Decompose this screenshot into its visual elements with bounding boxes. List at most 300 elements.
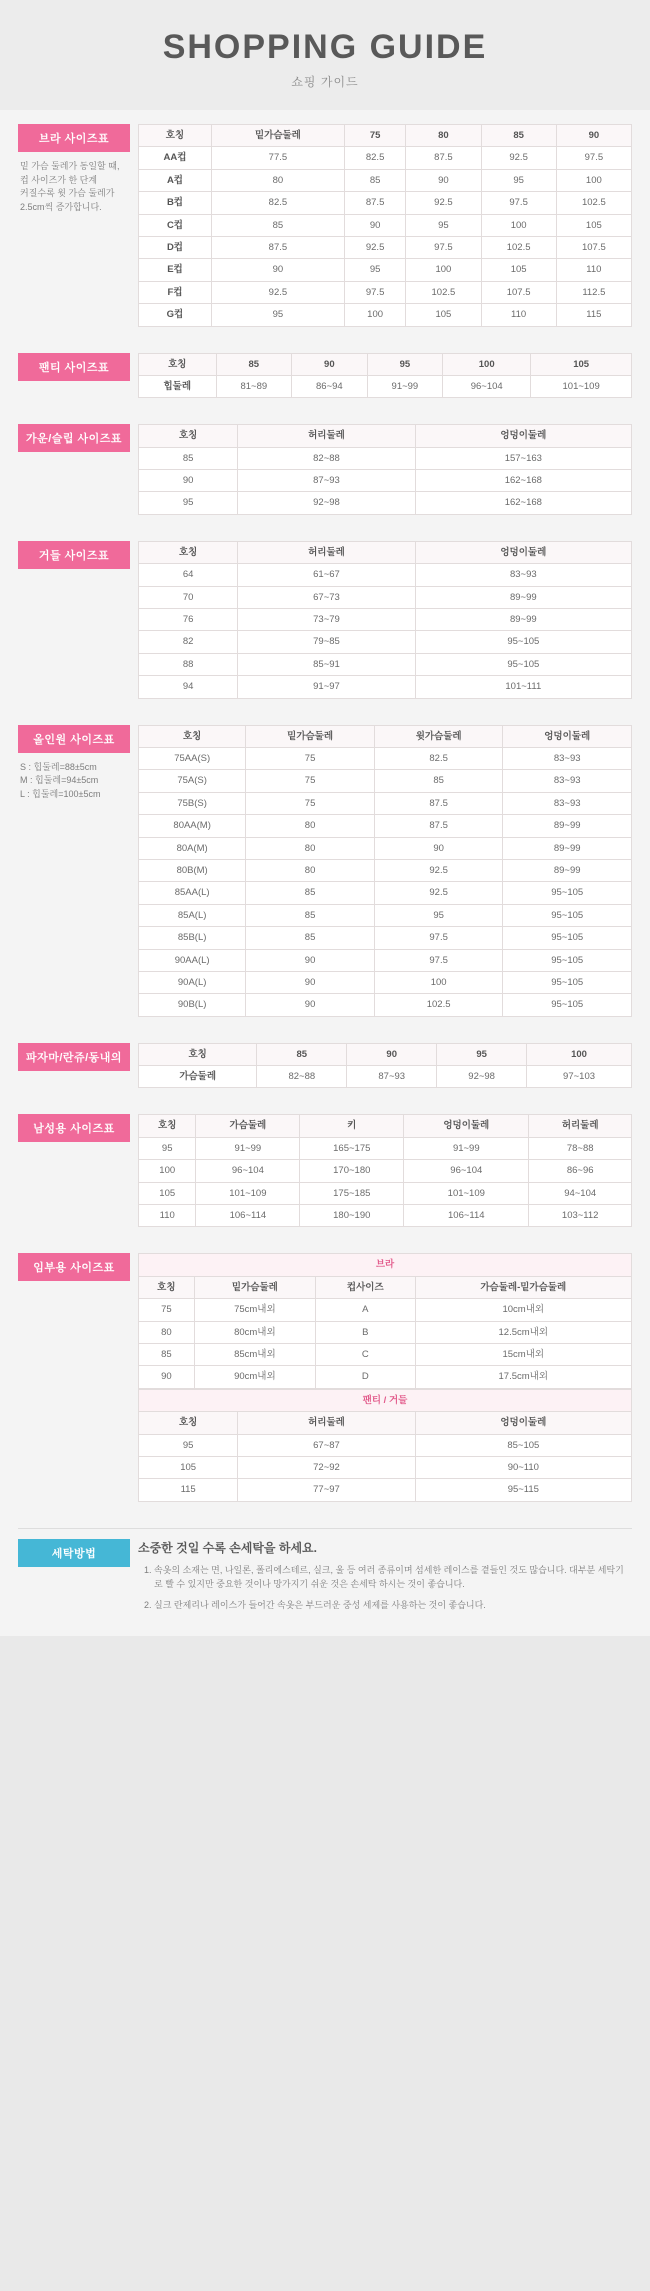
note-line: M : 힙둘레=94±5cm	[20, 775, 99, 786]
cell: 95~105	[503, 882, 632, 904]
cell: 75A(S)	[139, 770, 246, 792]
col-header: 90	[556, 125, 631, 147]
section-pajama	[18, 1043, 632, 1089]
col-header: 85	[216, 353, 292, 375]
cell: 92.5	[406, 192, 481, 214]
cell: 82.5	[344, 147, 405, 169]
section-wash-right	[138, 1539, 632, 1620]
table-row	[139, 1299, 632, 1321]
col-header: 가슴둘레	[196, 1115, 300, 1137]
section-pajama-right	[138, 1043, 632, 1089]
cell: 75B(S)	[139, 792, 246, 814]
section-maternity-right	[138, 1253, 632, 1501]
section-panty	[18, 353, 632, 399]
cell: 100	[344, 304, 405, 326]
cell: 100	[139, 1160, 196, 1182]
section-girdle-tag: 거들 사이즈표	[18, 541, 130, 569]
cell: 77.5	[211, 147, 344, 169]
table-row	[139, 1160, 632, 1182]
col-header: 85	[481, 125, 556, 147]
table-row	[139, 837, 632, 859]
cell: 75	[139, 1299, 195, 1321]
cell: 90	[246, 994, 375, 1016]
note-line: 컵 사이즈가 한 단계	[20, 174, 98, 185]
cell: 102.5	[481, 236, 556, 258]
table-row	[139, 1434, 632, 1456]
cell: 80A(M)	[139, 837, 246, 859]
cell: 82.5	[211, 192, 344, 214]
cell: 101~111	[415, 676, 631, 698]
cell: 97.5	[344, 281, 405, 303]
section-bra-left	[18, 124, 138, 214]
cell: 157~163	[415, 447, 631, 469]
cell: 80	[246, 837, 375, 859]
cell: 85	[344, 169, 405, 191]
table-row	[139, 653, 632, 675]
row-label: F컵	[139, 281, 212, 303]
note-line: 밑 가슴 둘레가 동일할 때,	[20, 161, 120, 171]
cell: 91~97	[238, 676, 415, 698]
col-header: 허리둘레	[238, 541, 415, 563]
panty-size-table	[138, 353, 632, 399]
col-header: 105	[531, 353, 632, 375]
cell: 162~168	[415, 492, 631, 514]
table-row	[139, 609, 632, 631]
table-row	[139, 747, 632, 769]
table-row	[139, 815, 632, 837]
cell: 95~105	[415, 653, 631, 675]
cell: 85A(L)	[139, 904, 246, 926]
section-men-tag: 남성용 사이즈표	[18, 1114, 130, 1142]
cell: 85	[246, 927, 375, 949]
table-header-row	[139, 725, 632, 747]
cell: 95	[139, 1137, 196, 1159]
band-label: 브라	[139, 1254, 632, 1276]
cell: 96~104	[196, 1160, 300, 1182]
cell: 72~92	[238, 1456, 415, 1478]
cell: 87~93	[347, 1066, 437, 1088]
cell: 112.5	[556, 281, 631, 303]
cell: 91~99	[367, 375, 443, 397]
cell: 105	[481, 259, 556, 281]
cell: 95~105	[503, 927, 632, 949]
section-wash	[18, 1528, 632, 1636]
cell: 85~91	[238, 653, 415, 675]
maternity-bra-table	[138, 1253, 632, 1388]
section-gown	[18, 424, 632, 515]
section-maternity-tag: 임부용 사이즈표	[18, 1253, 130, 1281]
cell: 15cm내외	[415, 1343, 631, 1365]
cell: 82~88	[238, 447, 415, 469]
cell: 95	[374, 904, 503, 926]
col-header: 밑가슴둘레	[194, 1276, 315, 1298]
cell: 115	[139, 1479, 238, 1501]
table-header-row	[139, 353, 632, 375]
table-row	[139, 994, 632, 1016]
cell: 105	[139, 1456, 238, 1478]
section-wash-tag: 세탁방법	[18, 1539, 130, 1567]
cell: 85B(L)	[139, 927, 246, 949]
girdle-size-table	[138, 541, 632, 699]
col-header: 90	[292, 353, 368, 375]
section-men	[18, 1114, 632, 1227]
cell: 110	[139, 1205, 196, 1227]
cell: 102.5	[556, 192, 631, 214]
cell: 83~93	[415, 564, 631, 586]
cell: 80	[139, 1321, 195, 1343]
cell: 95	[344, 259, 405, 281]
cell: 92.5	[374, 859, 503, 881]
cell: 85	[246, 882, 375, 904]
col-header-span: 밑가슴둘레	[211, 125, 344, 147]
col-header: 95	[437, 1043, 527, 1065]
cell: 97~103	[527, 1066, 632, 1088]
cell: 67~87	[238, 1434, 415, 1456]
table-header-row	[139, 125, 632, 147]
cell: 90B(L)	[139, 994, 246, 1016]
section-men-right	[138, 1114, 632, 1227]
cell: 85AA(L)	[139, 882, 246, 904]
col-header: 80	[406, 125, 481, 147]
cell: 95~105	[503, 949, 632, 971]
page-header	[0, 0, 650, 110]
table-row	[139, 447, 632, 469]
row-label: G컵	[139, 304, 212, 326]
col-header: 허리둘레	[238, 425, 415, 447]
cell: 77~97	[238, 1479, 415, 1501]
allinone-size-table	[138, 725, 632, 1017]
section-men-left	[18, 1114, 138, 1142]
cell: 75	[246, 792, 375, 814]
cell: 90A(L)	[139, 971, 246, 993]
cell: 115	[556, 304, 631, 326]
table-row	[139, 971, 632, 993]
table-header-row	[139, 1115, 632, 1137]
cell: 87.5	[344, 192, 405, 214]
cell: 89~99	[503, 837, 632, 859]
cell: 92~98	[437, 1066, 527, 1088]
row-label: E컵	[139, 259, 212, 281]
cell: B	[316, 1321, 415, 1343]
cell: 75	[246, 770, 375, 792]
cell: 17.5cm내외	[415, 1366, 631, 1388]
table-row	[139, 214, 632, 236]
table-row	[139, 676, 632, 698]
col-header: 호칭	[139, 725, 246, 747]
section-allinone-note	[18, 761, 130, 802]
section-gown-right	[138, 424, 632, 515]
col-header: 엉덩이둘레	[415, 425, 631, 447]
col-header: 호칭	[139, 1043, 257, 1065]
cell: 80B(M)	[139, 859, 246, 881]
col-header: 85	[257, 1043, 347, 1065]
cell: 102.5	[374, 994, 503, 1016]
col-header: 호칭	[139, 425, 238, 447]
cell: 87.5	[374, 815, 503, 837]
row-label: B컵	[139, 192, 212, 214]
cell: 92.5	[374, 882, 503, 904]
cell: 101~109	[531, 375, 632, 397]
cell: 80	[246, 815, 375, 837]
col-header: 컵사이즈	[316, 1276, 415, 1298]
col-header: 허리둘레	[238, 1412, 415, 1434]
cell: 80AA(M)	[139, 815, 246, 837]
cell: 100	[556, 169, 631, 191]
cell: 85	[246, 904, 375, 926]
cell: 162~168	[415, 470, 631, 492]
table-row	[139, 304, 632, 326]
cell: 101~109	[404, 1182, 529, 1204]
cell: 90AA(L)	[139, 949, 246, 971]
table-row	[139, 281, 632, 303]
cell: 90	[344, 214, 405, 236]
col-header: 90	[347, 1043, 437, 1065]
cell: 79~85	[238, 631, 415, 653]
col-header: 키	[300, 1115, 404, 1137]
col-header: 엉덩이둘레	[415, 541, 631, 563]
cell: 100	[406, 259, 481, 281]
cell: 106~114	[404, 1205, 529, 1227]
table-row	[139, 564, 632, 586]
cell: 180~190	[300, 1205, 404, 1227]
table-header-row	[139, 541, 632, 563]
cell: 95~105	[503, 994, 632, 1016]
cell: 106~114	[196, 1205, 300, 1227]
cell: 95~105	[503, 904, 632, 926]
cell: 73~79	[238, 609, 415, 631]
row-label: D컵	[139, 236, 212, 258]
table-band-row	[139, 1254, 632, 1276]
cell: 86~94	[292, 375, 368, 397]
cell: D	[316, 1366, 415, 1388]
col-header: 75	[344, 125, 405, 147]
cell: 165~175	[300, 1137, 404, 1159]
note-line: L : 힙둘레=100±5cm	[20, 788, 101, 799]
cell: 97.5	[556, 147, 631, 169]
cell: 170~180	[300, 1160, 404, 1182]
col-header: 엉덩이둘레	[503, 725, 632, 747]
note-line: S : 힙둘레=88±5cm	[20, 761, 97, 772]
cell: 87.5	[406, 147, 481, 169]
cell: 92.5	[211, 281, 344, 303]
cell: 83~93	[503, 792, 632, 814]
table-row	[139, 1456, 632, 1478]
cell: 107.5	[556, 236, 631, 258]
table-row	[139, 492, 632, 514]
row-label: C컵	[139, 214, 212, 236]
cell: 70	[139, 586, 238, 608]
row-label: A컵	[139, 169, 212, 191]
cell: 82~88	[257, 1066, 347, 1088]
cell: 87.5	[374, 792, 503, 814]
cell: 97.5	[374, 949, 503, 971]
cell: 110	[556, 259, 631, 281]
maternity-panty-table	[138, 1389, 632, 1502]
guide-content	[0, 110, 650, 1636]
cell: 95	[211, 304, 344, 326]
table-row	[139, 236, 632, 258]
col-header: 윗가슴둘레	[374, 725, 503, 747]
section-bra-tag: 브라 사이즈표	[18, 124, 130, 152]
table-header-row	[139, 425, 632, 447]
cell: 102.5	[406, 281, 481, 303]
cell: 100	[481, 214, 556, 236]
section-wash-left	[18, 1539, 138, 1567]
cell: 83~93	[503, 747, 632, 769]
col-header: 밑가슴둘레	[246, 725, 375, 747]
col-header: 엉덩이둘레	[415, 1412, 631, 1434]
cell: 92.5	[344, 236, 405, 258]
cell: 89~99	[503, 815, 632, 837]
cell: 91~99	[196, 1137, 300, 1159]
col-header: 호칭	[139, 1276, 195, 1298]
cell: 90	[211, 259, 344, 281]
table-row	[139, 927, 632, 949]
table-row	[139, 169, 632, 191]
table-row	[139, 770, 632, 792]
table-row	[139, 259, 632, 281]
table-header-row	[139, 1412, 632, 1434]
cell: 82.5	[374, 747, 503, 769]
cell: 90	[374, 837, 503, 859]
section-allinone-left	[18, 725, 138, 802]
cell: 12.5cm내외	[415, 1321, 631, 1343]
col-header: 호칭	[139, 541, 238, 563]
cell: 78~88	[529, 1137, 632, 1159]
cell: 90	[246, 949, 375, 971]
cell: 95	[139, 492, 238, 514]
list-item: 1. 속옷의 소재는 면, 나일론, 폴리에스테르, 실크, 울 등 여러 종류이며 섬세한 레이스를 곁들인 것도 많습니다. 대부분 세탁기로 빨 수 있지만 중요한 것이나 망가지기 쉬운 것은 손세탁 하시는 것이 좋습니다.	[154, 1563, 632, 1592]
cell: 92~98	[238, 492, 415, 514]
bra-size-table	[138, 124, 632, 327]
section-girdle	[18, 541, 632, 699]
cell: 94~104	[529, 1182, 632, 1204]
table-row	[139, 147, 632, 169]
cell: 88	[139, 653, 238, 675]
cell: 85	[139, 447, 238, 469]
cell: 95~115	[415, 1479, 631, 1501]
cell: 175~185	[300, 1182, 404, 1204]
row-label: AA컵	[139, 147, 212, 169]
table-row	[139, 792, 632, 814]
table-header-row	[139, 1043, 632, 1065]
col-header: 100	[443, 353, 531, 375]
section-gown-left	[18, 424, 138, 452]
table-row	[139, 1205, 632, 1227]
note-line: 커질수록 윗 가슴 둘레가	[20, 188, 115, 198]
gown-size-table	[138, 424, 632, 515]
cell: 97.5	[406, 236, 481, 258]
section-pajama-left	[18, 1043, 138, 1071]
table-row	[139, 904, 632, 926]
table-row	[139, 949, 632, 971]
cell: 87~93	[238, 470, 415, 492]
table-row	[139, 631, 632, 653]
table-row	[139, 1182, 632, 1204]
cell: 85~105	[415, 1434, 631, 1456]
col-header: 호칭	[139, 1115, 196, 1137]
section-allinone-right	[138, 725, 632, 1017]
cell: 89~99	[415, 609, 631, 631]
cell: 90cm내외	[194, 1366, 315, 1388]
cell: 105	[139, 1182, 196, 1204]
cell: 10cm내외	[415, 1299, 631, 1321]
section-bra-note	[18, 160, 130, 214]
col-header: 허리둘레	[529, 1115, 632, 1137]
cell: 82	[139, 631, 238, 653]
cell: 96~104	[404, 1160, 529, 1182]
cell: A	[316, 1299, 415, 1321]
cell: 87.5	[211, 236, 344, 258]
cell: 95	[139, 1434, 238, 1456]
section-bra	[18, 124, 632, 327]
cell: 67~73	[238, 586, 415, 608]
section-panty-right	[138, 353, 632, 399]
col-header: 호칭	[139, 125, 212, 147]
cell: 90	[139, 470, 238, 492]
cell: 89~99	[415, 586, 631, 608]
men-size-table	[138, 1114, 632, 1227]
table-row	[139, 470, 632, 492]
pajama-size-table	[138, 1043, 632, 1089]
col-header: 호칭	[139, 353, 217, 375]
cell: 64	[139, 564, 238, 586]
wash-list	[138, 1563, 632, 1613]
cell: 92.5	[481, 147, 556, 169]
table-row	[139, 375, 632, 397]
cell: 96~104	[443, 375, 531, 397]
section-pajama-tag: 파자마/란쥬/동내의	[18, 1043, 130, 1071]
section-maternity-left	[18, 1253, 138, 1281]
cell: 75	[246, 747, 375, 769]
table-row	[139, 192, 632, 214]
table-row	[139, 1321, 632, 1343]
cell: 110	[481, 304, 556, 326]
cell: 97.5	[481, 192, 556, 214]
cell: 86~96	[529, 1160, 632, 1182]
cell: 90	[406, 169, 481, 191]
cell: 103~112	[529, 1205, 632, 1227]
col-header: 호칭	[139, 1412, 238, 1434]
row-label: 힙둘레	[139, 375, 217, 397]
cell: 100	[374, 971, 503, 993]
section-gown-tag: 가운/슬립 사이즈표	[18, 424, 130, 452]
table-band-row	[139, 1389, 632, 1411]
col-header: 엉덩이둘레	[404, 1115, 529, 1137]
section-maternity	[18, 1253, 632, 1501]
row-label: 가슴둘레	[139, 1066, 257, 1088]
cell: 95	[406, 214, 481, 236]
cell: 80cm내외	[194, 1321, 315, 1343]
cell: 83~93	[503, 770, 632, 792]
section-girdle-left	[18, 541, 138, 569]
cell: 107.5	[481, 281, 556, 303]
note-line: 2.5cm씩 증가합니다.	[20, 201, 102, 212]
page-subtitle: 쇼핑 가이드	[291, 75, 359, 89]
cell: C	[316, 1343, 415, 1365]
cell: 81~89	[216, 375, 292, 397]
list-item: 2. 실크 란제리나 레이스가 들어간 속옷은 부드러운 중성 세제를 사용하는 것이 좋습니다.	[154, 1598, 632, 1612]
table-row	[139, 1366, 632, 1388]
table-row	[139, 882, 632, 904]
cell: 76	[139, 609, 238, 631]
col-header: 95	[367, 353, 443, 375]
cell: 101~109	[196, 1182, 300, 1204]
table-row	[139, 1137, 632, 1159]
table-row	[139, 1479, 632, 1501]
table-row	[139, 1066, 632, 1088]
cell: 95~105	[415, 631, 631, 653]
